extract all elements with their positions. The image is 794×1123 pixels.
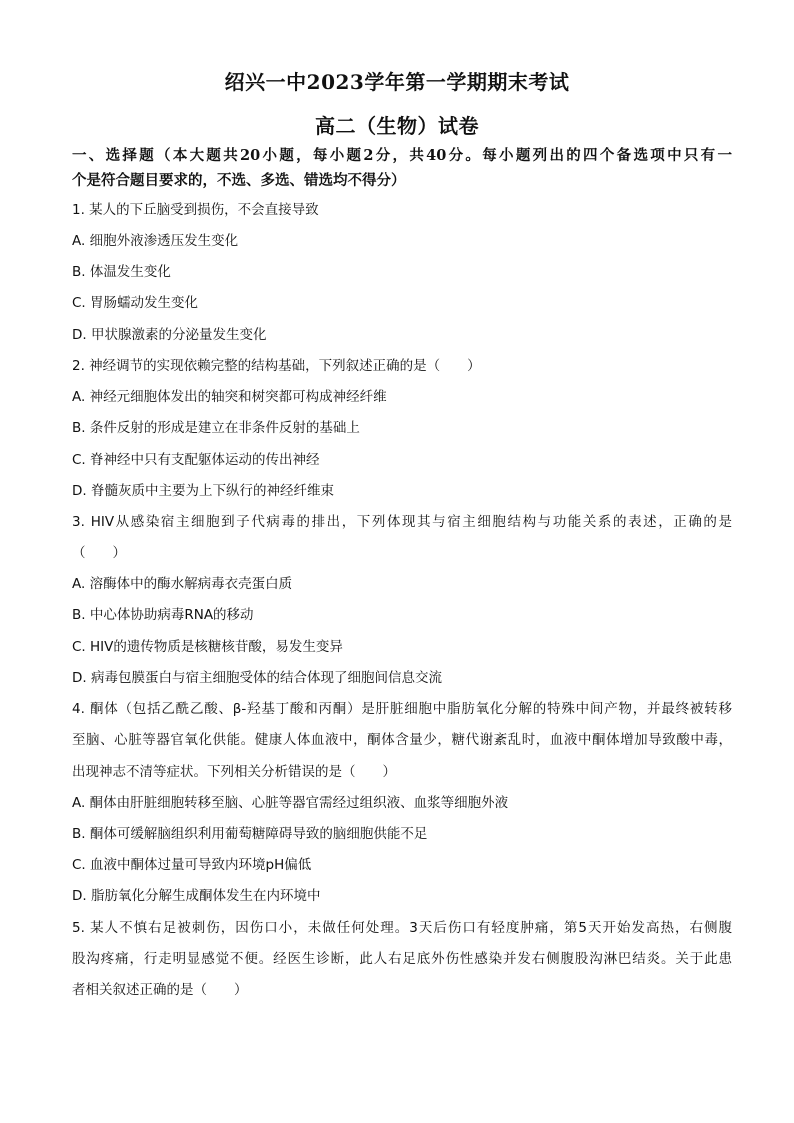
section-heading-line1: 一、选择题（本大题共20小题，每小题2分，共40分。每小题列出的四个备选项中只有一 [72,147,732,164]
question-2-option-a: A. 神经元细胞体发出的轴突和树突都可构成神经纤维 [72,389,387,405]
question-2-option-b: B. 条件反射的形成是建立在非条件反射的基础上 [72,420,360,436]
section-heading-line2: 个是符合题目要求的，不选、多选、错选均不得分） [72,172,406,189]
question-2-option-c: C. 脊神经中只有支配躯体运动的传出神经 [72,452,320,468]
exam-title: 绍兴一中2023学年第一学期期末考试 [224,70,570,94]
question-2-stem: 2. 神经调节的实现依赖完整的结构基础，下列叙述正确的是（ ） [72,358,481,374]
question-2-option-d: D. 脊髓灰质中主要为上下纵行的神经纤维束 [72,483,334,499]
question-3-stem-line1: 3. HIV从感染宿主细胞到子代病毒的排出，下列体现其与宿主细胞结构与功能关系的表述，正确的是 [72,514,732,530]
question-1-option-c: C. 胃肠蠕动发生变化 [72,295,199,311]
question-5-stem-line2: 股沟疼痛，行走明显感觉不便。经医生诊断，此人右足底外伤性感染并发右侧腹股沟淋巴结炎。关于此患 [72,951,732,967]
question-4-option-b: B. 酮体可缓解脑组织利用葡萄糖障碍导致的脑细胞供能不足 [72,826,428,842]
question-4-option-a: A. 酮体由肝脏细胞转移至脑、心脏等器官需经过组织液、血浆等细胞外液 [72,795,509,811]
question-4-stem-line2: 至脑、心脏等器官氧化供能。健康人体血液中，酮体含量少，糖代谢紊乱时，血液中酮体增加导致酸中毒， [72,732,732,748]
question-1-option-d: D. 甲状腺激素的分泌量发生变化 [72,327,267,343]
question-5-stem-line3: 者相关叙述正确的是（ ） [72,982,248,998]
question-3-stem-line2: （ ） [72,545,126,561]
question-1-stem: 1. 某人的下丘脑受到损伤，不会直接导致 [72,202,319,218]
question-4-stem-line1: 4. 酮体（包括乙酰乙酸、β-羟基丁酸和丙酮）是肝脏细胞中脂肪氧化分解的特殊中间产物，并最终被转移 [72,701,732,717]
question-4-option-c: C. 血液中酮体过量可导致内环境pH偏低 [72,857,312,873]
question-4-stem-line3: 出现神志不清等症状。下列相关分析错误的是（ ） [72,764,396,780]
question-3-option-d: D. 病毒包膜蛋白与宿主细胞受体的结合体现了细胞间信息交流 [72,670,442,686]
question-3-option-a: A. 溶酶体中的酶水解病毒衣壳蛋白质 [72,576,293,592]
question-3-option-c: C. HIV的遗传物质是核糖核苷酸，易发生变异 [72,639,343,655]
question-4-option-d: D. 脂肪氧化分解生成酮体发生在内环境中 [72,888,321,904]
exam-subtitle: 高二（生物）试卷 [315,114,479,138]
question-5-stem-line1: 5. 某人不慎右足被刺伤，因伤口小，未做任何处理。3天后伤口有轻度肿痛，第5天开始发高热，右侧腹 [72,920,732,936]
question-1-option-a: A. 细胞外液渗透压发生变化 [72,233,239,249]
question-1-option-b: B. 体温发生变化 [72,264,171,280]
question-3-option-b: B. 中心体协助病毒RNA的移动 [72,607,254,623]
